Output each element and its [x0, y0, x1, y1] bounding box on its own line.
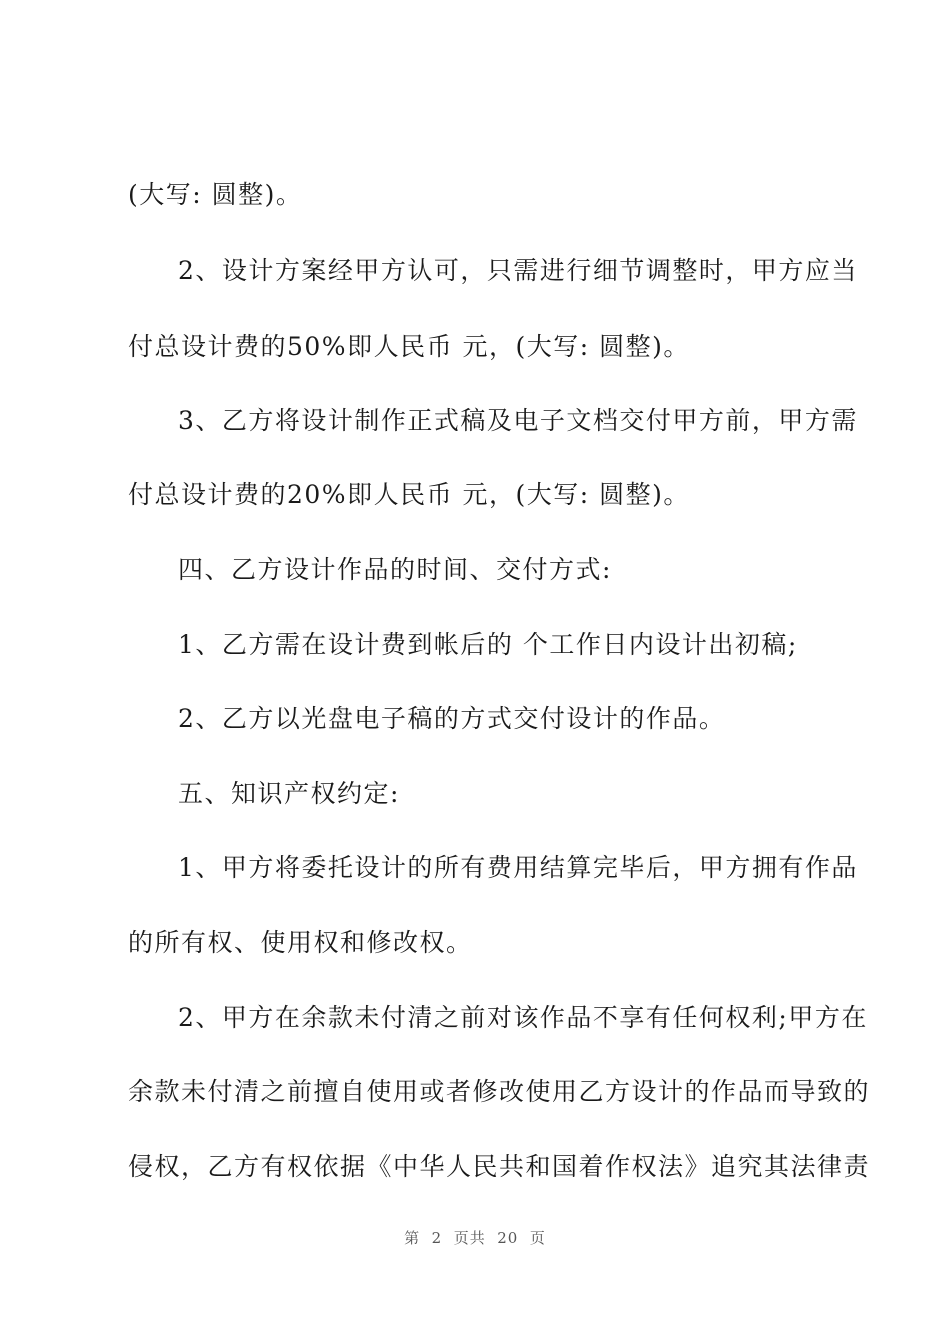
section-heading-four: 四、乙方设计作品的时间、交付方式: [178, 555, 612, 584]
text-line-14: 侵权，乙方有权依据《中华人民共和国着作权法》追究其法律责 [128, 1152, 871, 1181]
text-line-13: 余款未付清之前擅自使用或者修改使用乙方设计的作品而导致的 [128, 1077, 871, 1106]
text-line-8: 2、乙方以光盘电子稿的方式交付设计的作品。 [178, 704, 726, 733]
text-line-2: 2、设计方案经甲方认可，只需进行细节调整时，甲方应当 [178, 256, 858, 285]
text-line-12: 2、甲方在余款未付清之前对该作品不享有任何权利;甲方在 [178, 1003, 868, 1032]
section-heading-five: 五、知识产权约定: [178, 779, 400, 808]
text-line-10: 1、甲方将委托设计的所有费用结算完毕后，甲方拥有作品 [178, 853, 858, 882]
text-line-3: 付总设计费的50%即人民币 元，(大写: 圆整)。 [128, 332, 690, 361]
page-number-footer: 第 2 页共 20 页 [404, 1229, 546, 1247]
text-line-4: 3、乙方将设计制作正式稿及电子文档交付甲方前，甲方需 [178, 406, 858, 435]
text-line-7: 1、乙方需在设计费到帐后的 个工作日内设计出初稿; [178, 630, 798, 659]
text-line-11: 的所有权、使用权和修改权。 [128, 928, 473, 957]
text-line-5: 付总设计费的20%即人民币 元，(大写: 圆整)。 [128, 480, 690, 509]
text-line-1: (大写: 圆整)。 [128, 180, 303, 209]
